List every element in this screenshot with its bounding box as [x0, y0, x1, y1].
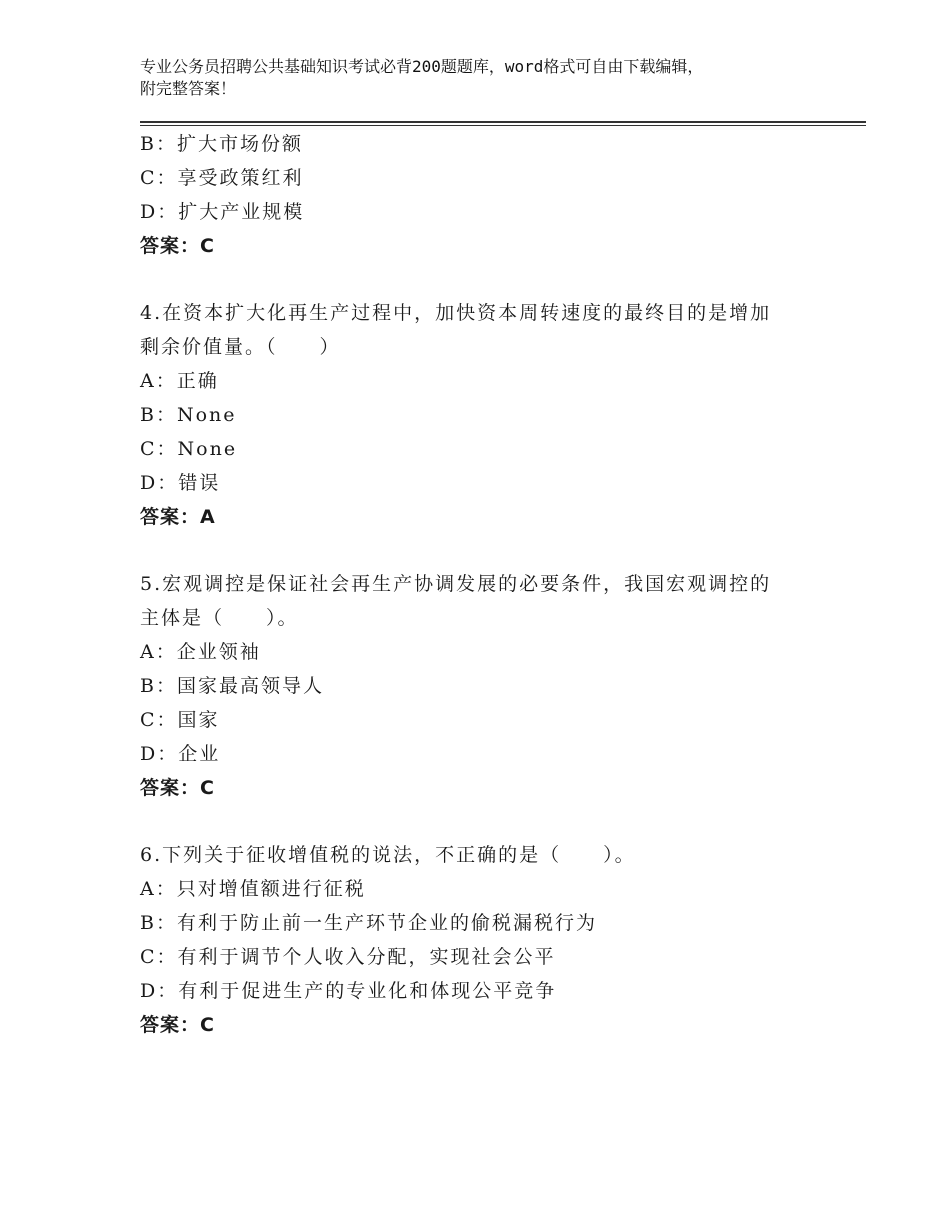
header-line-1: 专业公务员招聘公共基础知识考试必背200题题库，word格式可自由下载编辑， [140, 57, 704, 76]
option-b: B：有利于防止前一生产环节企业的偷税漏税行为 [140, 912, 597, 934]
question-stem: 4.在资本扩大化再生产过程中，加快资本周转速度的最终目的是增加 [140, 302, 772, 324]
option-d: D：企业 [140, 743, 221, 765]
option-b: B：None [140, 404, 237, 426]
option-a: A：企业领袖 [140, 641, 261, 663]
question-6 [140, 838, 840, 1042]
option-a: A：只对增值额进行征税 [140, 878, 366, 900]
option-d: D：扩大产业规模 [140, 201, 305, 223]
page-header [140, 56, 820, 100]
question-stem: 6.下列关于征收增值税的说法，不正确的是（ ）。 [140, 844, 636, 866]
option-b: B：扩大市场份额 [140, 133, 303, 155]
question-stem: 主体是（ ）。 [140, 607, 299, 629]
answer-line: 答案：A [140, 506, 216, 528]
answer-line: 答案：C [140, 235, 215, 257]
option-c: C：国家 [140, 709, 220, 731]
header-divider [140, 121, 866, 126]
answer-line: 答案：C [140, 777, 215, 799]
question-4 [140, 296, 840, 534]
option-b: B：国家最高领导人 [140, 675, 324, 697]
option-c: C：享受政策红利 [140, 167, 304, 189]
option-c: C：None [140, 438, 238, 460]
question-3-continuation [140, 127, 840, 263]
option-d: D：有利于促进生产的专业化和体现公平竞争 [140, 980, 557, 1002]
question-stem: 5.宏观调控是保证社会再生产协调发展的必要条件，我国宏观调控的 [140, 573, 772, 595]
question-stem: 剩余价值量。（ ） [140, 336, 341, 358]
option-a: A：正确 [140, 370, 219, 392]
question-list [140, 127, 840, 1042]
question-5 [140, 567, 840, 805]
answer-line: 答案：C [140, 1014, 215, 1036]
option-c: C：有利于调节个人收入分配，实现社会公平 [140, 946, 556, 968]
option-d: D：错误 [140, 472, 221, 494]
header-line-2: 附完整答案！ [140, 79, 237, 98]
